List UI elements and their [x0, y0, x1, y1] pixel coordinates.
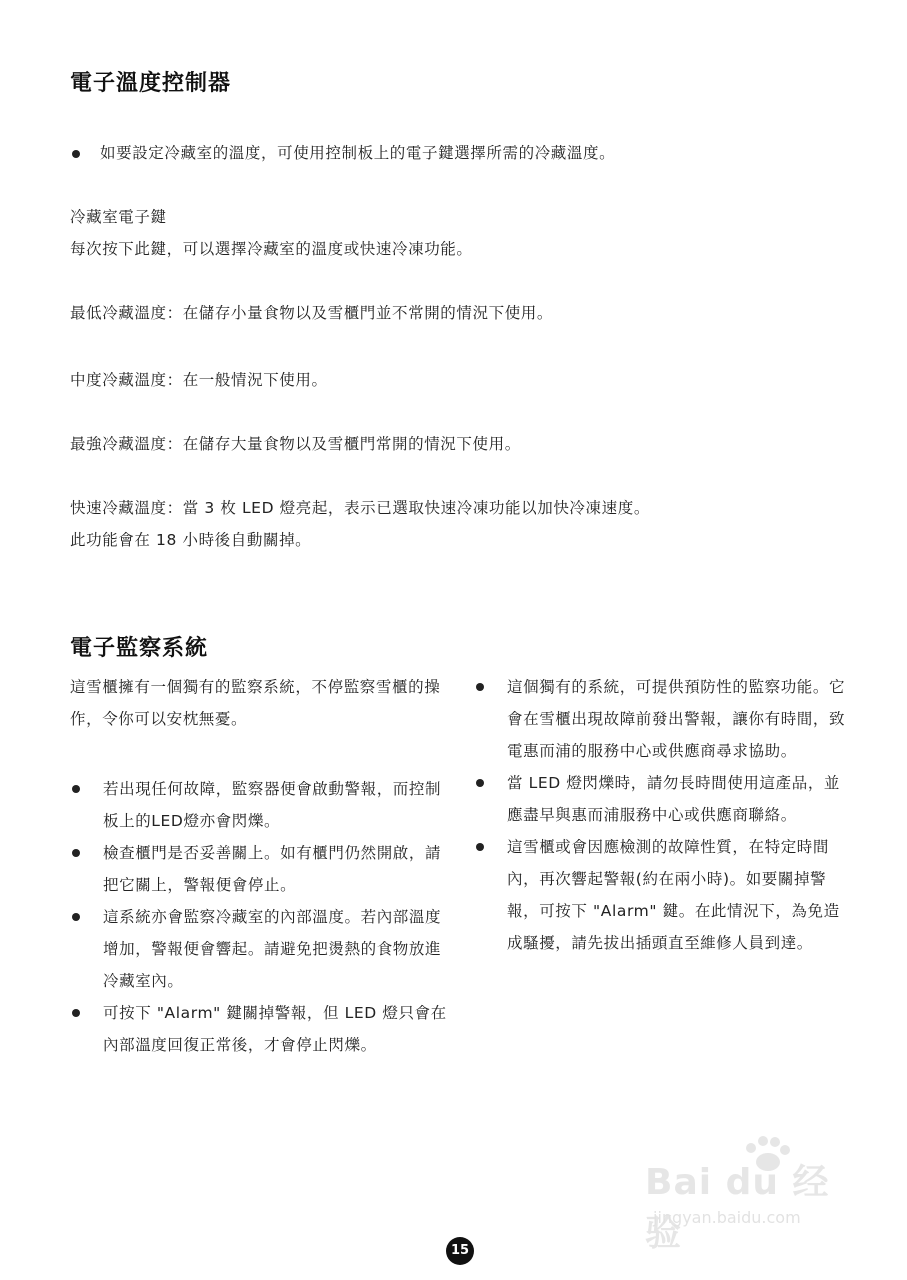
watermark-brand: Bai du 经验	[645, 1162, 830, 1254]
fast-cooling-setting: 快速冷藏溫度：當 3 枚 LED 燈亮起，表示已選取快速冷凍功能以加快冷凍速度。	[70, 499, 650, 517]
list-item	[70, 773, 448, 837]
section-title-temperature-controller: 電子溫度控制器	[70, 71, 232, 96]
list-item	[474, 767, 854, 831]
baidu-watermark	[645, 1140, 865, 1254]
section-title-monitoring-system: 電子監察系統	[70, 636, 209, 661]
bullet-dot	[72, 785, 80, 793]
list-item-text: 當 LED 燈閃爍時，請勿長時間使用這產品，並應盡早與惠而浦服務中心或供應商聯絡。	[507, 774, 841, 824]
left-column	[70, 671, 448, 1061]
monitoring-intro: 這雪櫃擁有一個獨有的監察系統，不停監察雪櫃的操作，令你可以安枕無憂。	[70, 678, 441, 728]
bullet-dot	[476, 683, 484, 691]
list-item-text: 這系統亦會監察冷藏室的內部溫度。若內部溫度增加，警報便會響起。請避免把燙熱的食物放進冷藏室內。	[103, 908, 442, 990]
bullet-dot	[72, 1009, 80, 1017]
list-item-text: 這雪櫃或會因應檢測的故障性質，在特定時間內，再次響起警報(約在兩小時)。如要關掉警報，可按下 "Alarm" 鍵。在此情況下，為免造成騷擾，請先拔出插頭直至維修人員到達。	[507, 838, 840, 952]
list-item-text: 若出現任何故障，監察器便會啟動警報，而控制板上的LED燈亦會閃爍。	[103, 780, 442, 830]
fridge-key-label: 冷藏室電子鍵	[70, 208, 167, 226]
list-item	[474, 671, 854, 767]
list-item-text: 可按下 "Alarm" 鍵關掉警報，但 LED 燈只會在內部溫度回復正常後，才會停止閃爍。	[103, 1004, 447, 1054]
list-item	[474, 831, 854, 959]
list-item	[70, 901, 448, 997]
watermark-url: jingyan.baidu.com	[653, 1208, 801, 1227]
high-temperature-setting: 最強冷藏溫度：在儲存大量食物以及雪櫃門常開的情況下使用。	[70, 435, 521, 453]
bullet-dot	[476, 779, 484, 787]
fridge-key-description: 每次按下此鍵，可以選擇冷藏室的溫度或快速冷凍功能。	[70, 240, 473, 258]
list-item-text: 這個獨有的系統，可提供預防性的監察功能。它會在雪櫃出現故障前發出警報，讓你有時間，致電惠而浦的服務中心或供應商尋求協助。	[507, 678, 846, 760]
right-column	[474, 671, 854, 959]
list-item-text: 檢查櫃門是否妥善關上。如有櫃門仍然開啟，請把它關上，警報便會停止。	[103, 844, 442, 894]
bullet-dot	[476, 843, 484, 851]
bullet-dot	[72, 913, 80, 921]
bullet-dot	[72, 849, 80, 857]
temperature-setting-instruction: 如要設定冷藏室的溫度，可使用控制板上的電子鍵選擇所需的冷藏溫度。	[100, 144, 616, 162]
list-item	[70, 837, 448, 901]
list-item	[70, 997, 448, 1061]
fast-cooling-auto-off: 此功能會在 18 小時後自動關掉。	[70, 531, 312, 549]
low-temperature-setting: 最低冷藏溫度：在儲存小量食物以及雪櫃門並不常開的情況下使用。	[70, 304, 554, 322]
page-number: 15	[446, 1237, 474, 1265]
bullet-dot	[72, 150, 80, 158]
medium-temperature-setting: 中度冷藏溫度：在一般情況下使用。	[70, 371, 328, 389]
